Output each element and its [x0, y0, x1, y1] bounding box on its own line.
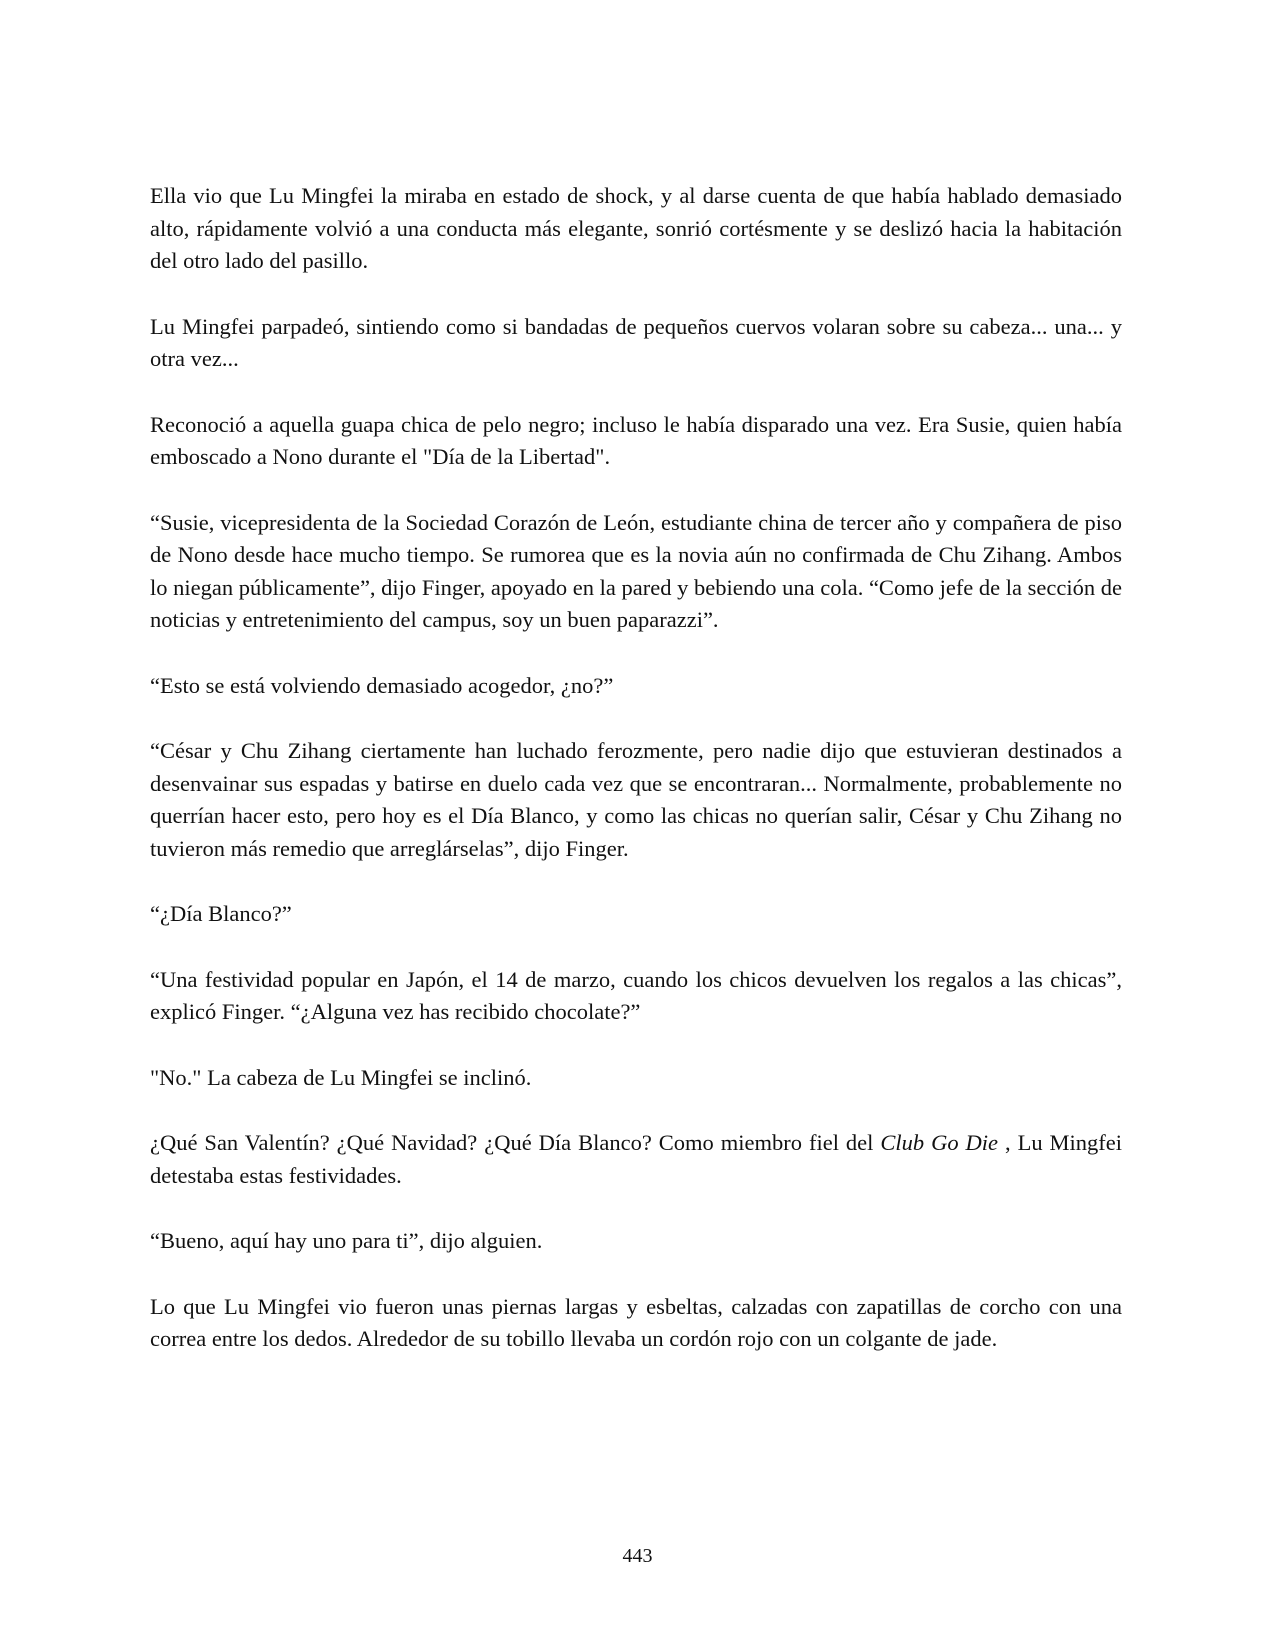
paragraph: “César y Chu Zihang ciertamente han luchado ferozmente, pero nadie dijo que estuvieran destinados a desenvainar sus espadas y batirse en duelo cada vez que se encontraran... Normalmente, probablemente no querrían hacer esto, pero hoy es el Día Blanco, y como las chicas no querían salir, César y Chu Zihang no tuvieron más remedio que arreglárselas”, dijo Finger.: [150, 738, 1122, 861]
paragraph-text-before: ¿Qué San Valentín? ¿Qué Navidad? ¿Qué Día Blanco? Como miembro fiel del: [150, 1130, 881, 1155]
page-body: [150, 180, 1122, 1356]
paragraph-text-after: , Lu Mingfei detestaba estas festividades.: [150, 1130, 1123, 1188]
paragraph: “Bueno, aquí hay uno para ti”, dijo alguien.: [150, 1228, 543, 1253]
paragraph: Ella vio que Lu Mingfei la miraba en estado de shock, y al darse cuenta de que había hablado demasiado alto, rápidamente volvió a una conducta más elegante, sonrió cortésmente y se deslizó hacia la habitación del otro lado del pasillo.: [150, 183, 1122, 273]
page-number: 443: [622, 1545, 653, 1567]
paragraph: Lo que Lu Mingfei vio fueron unas piernas largas y esbeltas, calzadas con zapatillas de corcho con una correa entre los dedos. Alrededor de su tobillo llevaba un cordón rojo con un colgante de jade.: [150, 1293, 1122, 1351]
paragraph: “Una festividad popular en Japón, el 14 de marzo, cuando los chicos devuelven los regalos a las chicas”, explicó Finger. “¿Alguna vez has recibido chocolate?”: [150, 966, 1122, 1024]
paragraph: “¿Día Blanco?”: [150, 901, 292, 926]
paragraph: Reconoció a aquella guapa chica de pelo negro; incluso le había disparado una vez. Era Susie, quien había emboscado a Nono durante el "Día de la Libertad".: [150, 411, 1122, 469]
paragraph-with-italic: [150, 1127, 1122, 1192]
paragraph: “Esto se está volviendo demasiado acogedor, ¿no?”: [150, 672, 614, 698]
paragraph: "No." La cabeza de Lu Mingfei se inclinó.: [150, 1064, 532, 1090]
paragraph: “Susie, vicepresidenta de la Sociedad Corazón de León, estudiante china de tercer año y compañera de piso de Nono desde hace mucho tiempo. Se rumorea que es la novia aún no confirmada de Chu Zihang. Ambos lo niegan públicamente”, dijo Finger, apoyado en la pared y bebiendo una cola. “Como jefe de la sección de noticias y entretenimiento del campus, soy un buen paparazzi”.: [150, 509, 1122, 632]
paragraph: Lu Mingfei parpadeó, sintiendo como si bandadas de pequeños cuervos volaran sobre su cabeza... una... y otra vez...: [150, 313, 1122, 371]
club-name-italic: Club Go Die: [880, 1130, 999, 1155]
